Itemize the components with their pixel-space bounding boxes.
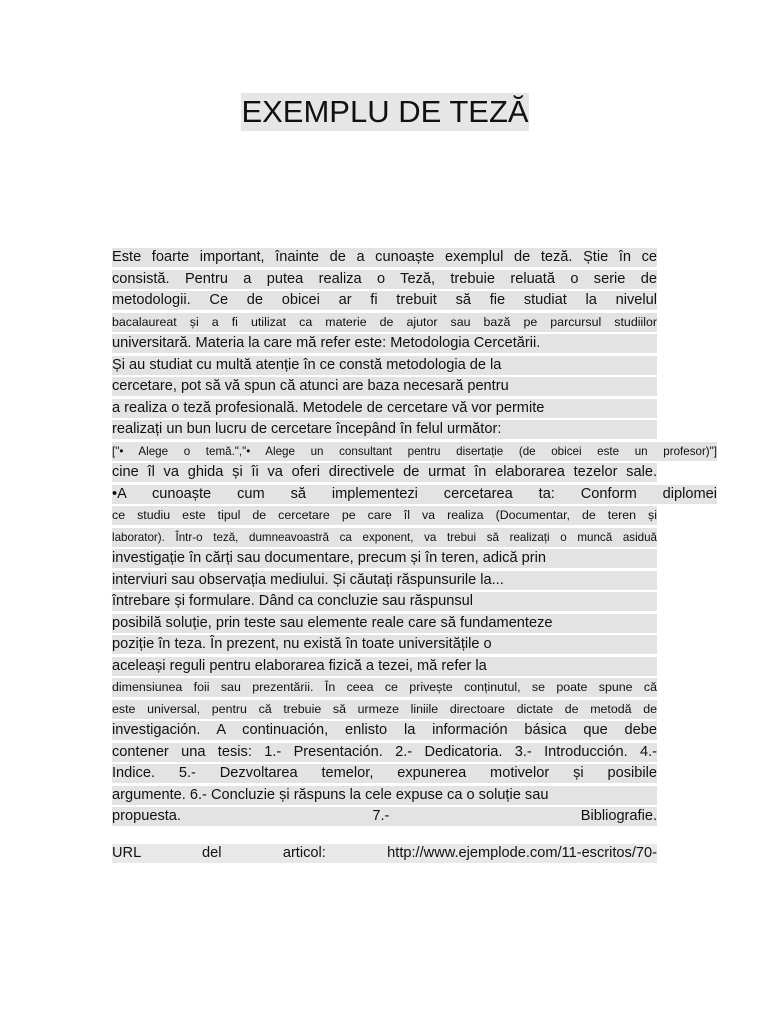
text-line: argumente. 6.- Concluzie și răspuns la cele expuse ca o soluție sau [112,786,657,805]
article-url-line: URL del articol: http://www.ejemplode.com/11-escritos/70- [112,845,657,861]
text-line: cercetare, pot să vă spun că atunci are baza necesară pentru [112,377,657,396]
text-line: ce studiu este tipul de cercetare pe care îl va realiza (Documentar, de teren și [112,506,657,525]
text-line: Indice. 5.- Dezvoltarea temelor, expunerea motivelor și posibile [112,765,657,781]
text-line: contener una tesis: 1.- Presentación. 2.- Dedicatoria. 3.- Introducción. 4.- [112,743,657,760]
text-line: •A cunoaște cum să implementezi cercetarea ta: Conform diplomei [112,485,717,502]
text-line: investigación. A continuación, enlisto la información básica que debe [112,722,657,738]
text-line: investigație în cărți sau documentare, precum și în teren, adică prin [112,549,657,568]
text-line: dimensiunea foii sau prezentării. În ceea ce privește conținutul, se poate spune că [112,678,657,697]
text-line: propuesta. 7.- Bibliografie. [112,808,657,824]
text-line: posibilă soluție, prin teste sau elemente reale care să fundamenteze [112,614,657,633]
text-line: aceleași reguli pentru elaborarea fizică a tezei, mă refer la [112,657,657,676]
text-line: interviuri sau observația mediului. Și căutați răspunsurile la... [112,571,657,590]
text-line: Și au studiat cu multă atenție în ce constă metodologia de la [112,356,657,375]
text-line: laborator). Într-o teză, dumneavoastră ca exponent, va trebui să realizați o muncă asiduă [112,528,657,547]
text-line: Este foarte important, înainte de a cunoaște exemplul de teză. Știe în ce [112,249,657,265]
text-line: întrebare și formulare. Dând ca concluzie sau răspunsul [112,592,657,611]
text-line: universitară. Materia la care mă refer este: Metodologia Cercetării. [112,334,657,353]
text-line: ["• Alege o temă.","• Alege un consultant pentru disertație (de obicei este un profesor)"] [112,442,717,461]
text-line: este universal, pentru că trebuie să urmeze liniile directoare dictate de metodă de [112,700,657,719]
text-line: a realiza o teză profesională. Metodele de cercetare vă vor permite [112,399,657,418]
document-body [112,248,717,866]
text-line: metodologii. Ce de obicei ar fi trebuit să fie studiat la nivelul [112,292,657,308]
text-line: poziție în teza. În prezent, nu există în toate universitățile o [112,635,657,654]
text-line: consistă. Pentru a putea realiza o Teză, trebuie reluată o serie de [112,270,657,287]
document-title: EXEMPLU DE TEZĂ [241,94,529,129]
text-line: cine îl va ghida și îi va oferi directivele de urmat în elaborarea tezelor sale. [112,464,657,480]
text-line: realizați un bun lucru de cercetare începând în felul următor: [112,420,657,439]
text-line: bacalaureat și a fi utilizat ca materie de ajutor sau bază pe parcursul studiilor [112,313,657,332]
